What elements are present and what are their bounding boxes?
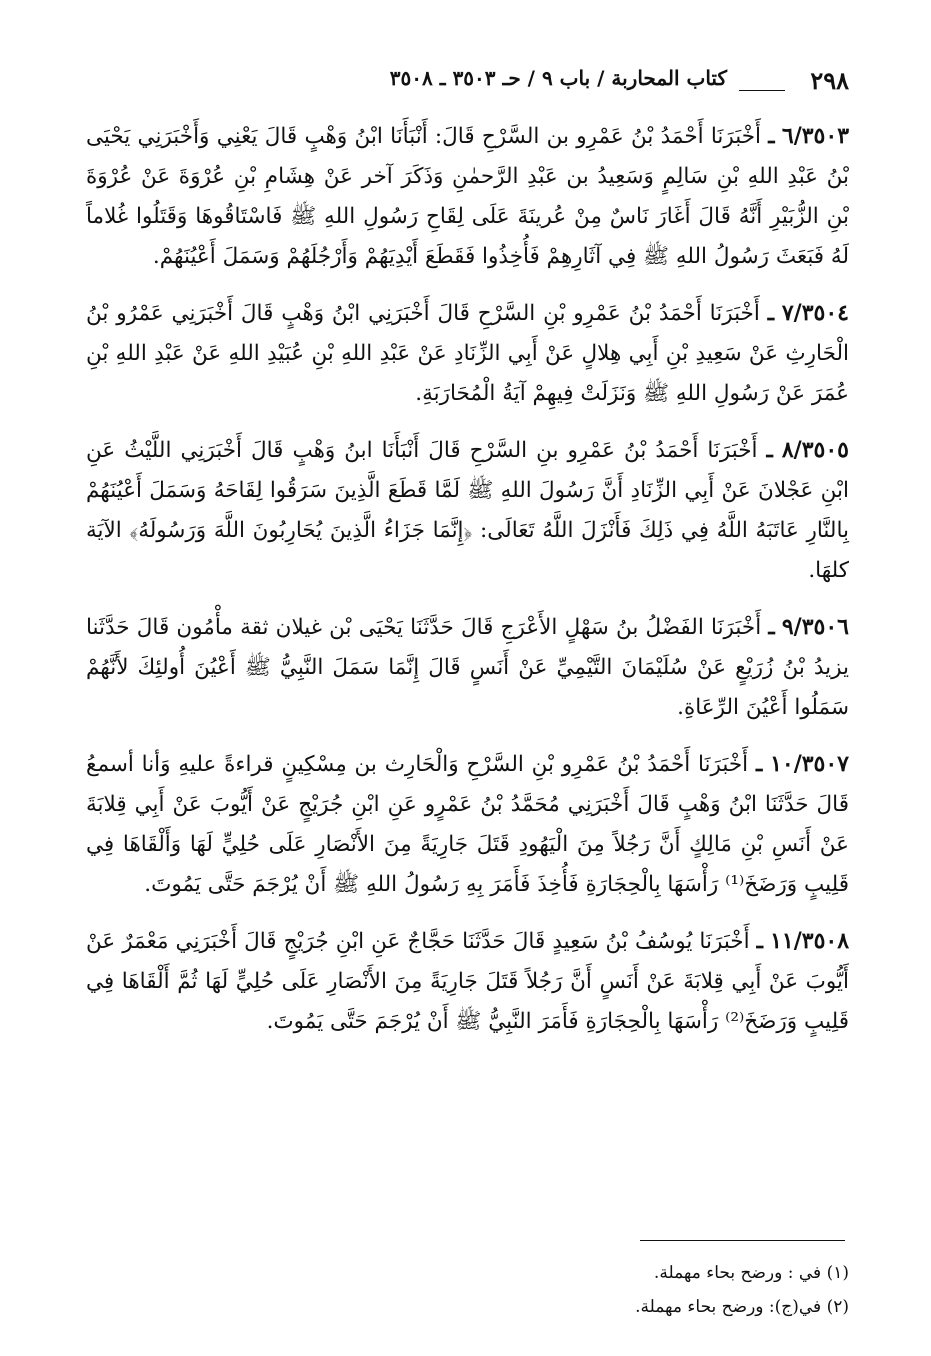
footnote-1: (١) في : ورضح بحاء مهملة. <box>653 1263 849 1283</box>
footnotes <box>400 1256 849 1324</box>
page-body <box>86 116 849 1058</box>
hadith-text: أَخْبَرَنَا أَحْمَدُ بْنُ عَمْرِو بنِ السَّرْحِ قَالَ أَنْبَأَنَا ابنُ وَهْبٍ قَالَ أَخْبَرَنِي اللَّيْثُ عَنِ ابْنِ عَجْلانَ عَنْ أَبِي الزِّنَادِ أَنَّ رَسُولَ اللهِ ﷺ لَمَّا قَطَعَ الَّذِينَ سَرَقُوا لِقَاحَهُ وَسَمَلَ أَعْيُنَهُمْ بِالنَّارِ عَاتَبَهُ اللَّهُ فِي ذَلِكَ فَأَنْزَلَ اللَّهُ تَعَالَى: ﴿إِنَّمَا جَزَاءُ الَّذِينَ يُحَارِبُونَ اللَّهَ وَرَسُولَهُ﴾ الآيَة كلهَا. <box>86 438 849 583</box>
hadith-text: أَخْبَرَنَا أَحْمَدُ بْنُ عَمْرِو بْنِ السَّرْحِ وَالْحَارِث بن مِسْكِينٍ قراءةً عليهِ وَأنا أسمعُ قَالَ حَدَّثَنَا ابْنُ وَهْبٍ قَالَ أَخْبَرَنِي مُحَمَّدُ بْنُ عَمْرٍو عَنِ ابْنِ جُرَيْجٍ عَنْ أَيُّوبَ عَنْ أَبِي قِلابَةَ عَنْ أَنَسِ بْنِ مَالِكٍ أَنَّ رَجُلاً مِنَ الْيَهُودِ قَتَلَ جَارِيَةً مِنَ الأَنْصَارِ عَلَى حُلِيٍّ لَهَا وَأَلْقَاهَا فِي قَلِيبٍ وَرَضَخَ⁽¹⁾ رَأْسَهَا بِالْحِجَارَةِ فَأُخِذَ فَأَمَرَ بِهِ رَسُولُ اللهِ ﷺ أَنْ يُرْجَمَ حَتَّى يَمُوتَ. <box>86 752 849 897</box>
hadith-separator: ـ <box>756 929 763 954</box>
hadith-entry <box>86 744 849 905</box>
page-number: ٢٩٨ <box>810 66 849 95</box>
hadith-entry <box>86 116 849 277</box>
hadith-entry <box>86 607 849 728</box>
hadith-separator: ـ <box>766 438 773 463</box>
hadith-entry <box>86 293 849 414</box>
hadith-number: ٧/٣٥٠٤ <box>781 300 849 326</box>
hadith-text: أَخْبَرَنَا يُوسُفُ بْنُ سَعِيدٍ قَالَ حَدَّثَنَا حَجَّاجٌ عَنِ ابْنِ جُرَيْجٍ قَالَ أَخْبَرَنِي مَعْمَرٌ عَنْ أَيُّوبَ عَنْ أَبِي قِلابَةَ عَنْ أَنَسٍ أَنَّ رَجُلاً قَتَلَ جَارِيَةً مِنَ الأَنْصَارِ عَلَى حُلِيٍّ لَهَا ثُمَّ أَلْقَاهَا فِي قَلِيبٍ وَرَضَخَ⁽²⁾ رَأْسَهَا بِالْحِجَارَةِ فَأَمَرَ النَّبِيُّ ﷺ أَنْ يُرْجَمَ حَتَّى يَمُوتَ. <box>86 929 849 1034</box>
hadith-text: أَخْبَرَنَا الفَضْلُ بنُ سَهْلٍ الأَعْرَجِ قَالَ حَدَّثَنَا يَحْيَى بْن غيلان ثقة مأْمُون قَالَ حَدَّثَنا يزيدُ بْنُ زُرَيْعٍ عَنْ سُلَيْمَانَ التَّيْمِيِّ عَنْ أَنَسٍ قَالَ إِنَّمَا سَمَلَ النَّبِيُّ ﷺ أَعْيُنَ أُولئِكَ لأَنَّهُمْ سَمَلُوا أَعْيُنَ الرِّعَاةِ. <box>86 615 849 720</box>
hadith-entry <box>86 430 849 591</box>
hadith-separator: ـ <box>767 301 774 326</box>
hadith-separator: ـ <box>755 752 763 777</box>
footnote-rule <box>640 1240 845 1241</box>
hadith-entry <box>86 921 849 1042</box>
hadith-text: أَخْبَرَنَا أَحْمَدُ بْنُ عَمْرِو بْنِ السَّرْحِ قَالَ أَخْبَرَنِي ابْنُ وَهْبٍ قَالَ أَخْبَرَنِي عَمْرُو بْنُ الْحَارِثِ عَنْ سَعِيدِ بْنِ أَبِي هِلالٍ عَنْ أَبِي الزِّنَادِ عَنْ عَبْدِ اللهِ بْنِ عُبَيْدِ اللهِ عَنْ عَبْدِ اللهِ بْنِ عُمَرَ عَنْ رَسُولِ اللهِ ﷺ وَنَزَلَتْ فِيهِمْ آيَةُ الْمُحَارَبَةِ. <box>86 301 849 406</box>
hadith-number: ٦/٣٥٠٣ <box>781 123 850 149</box>
hadith-number: ١١/٣٥٠٨ <box>770 928 850 954</box>
hadith-separator: ـ <box>768 124 775 149</box>
header-rule <box>739 90 785 91</box>
hadith-number: ١٠/٣٥٠٧ <box>770 751 849 777</box>
footnote-2: (٢) في(ج): ورضح بحاء مهملة. <box>635 1297 849 1317</box>
page-header <box>92 62 849 102</box>
hadith-separator: ـ <box>768 615 775 640</box>
hadith-number: ٩/٣٥٠٦ <box>781 614 849 640</box>
running-title: كتاب المحاربة / باب ٩ / حـ ٣٥٠٣ ـ ٣٥٠٨ <box>389 66 727 90</box>
hadith-number: ٨/٣٥٠٥ <box>781 437 849 463</box>
hadith-text: أَخْبَرَنَا أَحْمَدُ بْنُ عَمْرِو بن السَّرْحِ قَالَ: أَنْبَأَنَا ابْنُ وَهْبٍ قَالَ يَعْنِي وَأَخْبَرَنِي يَحْيَى بْنُ عَبْدِ اللهِ بْنِ سَالِمٍ وَسَعِيدُ بن عَبْدِ الرَّحمٰنِ وَذَكَرَ آخر عَنْ هِشَامِ بْنِ عُرْوَةَ عَنْ عُرْوَةَ بْنِ الزُّبَيْرِ أَنَّهُ قَالَ أَغَارَ نَاسٌ مِنْ عُرينَةَ عَلَى لِقَاحِ رَسُولِ اللهِ ﷺ فَاسْتَاقُوهَا وَقَتَلُوا غُلاماً لَهُ فَبَعَثَ رَسُولُ اللهِ ﷺ فِي آثَارِهِمْ فَأُخِذُوا فَقَطَعَ أَيْدِيَهُمْ وَأَرْجُلَهُمْ وَسَمَلَ أَعْيُنَهُمْ. <box>86 124 849 269</box>
